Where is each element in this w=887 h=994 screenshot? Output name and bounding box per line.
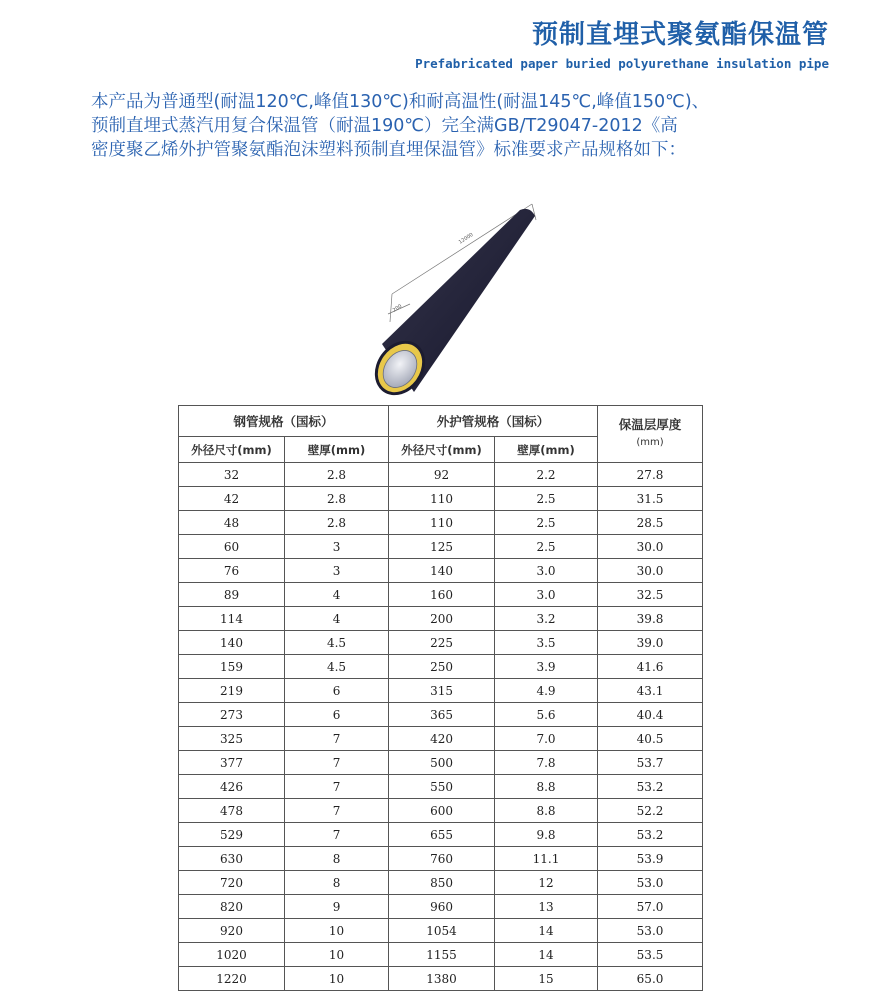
table-row	[179, 871, 703, 895]
cell-outer-wall: 15	[495, 967, 598, 991]
spec-table	[178, 405, 703, 991]
table-row	[179, 559, 703, 583]
cell-steel-wall: 2.8	[285, 487, 389, 511]
table-row	[179, 703, 703, 727]
intro-paragraph	[91, 90, 791, 162]
cell-steel-wall: 7	[285, 799, 389, 823]
cell-steel-od: 426	[179, 775, 285, 799]
cell-insulation: 39.0	[598, 631, 703, 655]
cell-outer-wall: 2.2	[495, 463, 598, 487]
table-row	[179, 511, 703, 535]
cell-steel-od: 720	[179, 871, 285, 895]
cell-outer-od: 365	[389, 703, 495, 727]
cell-steel-wall: 10	[285, 919, 389, 943]
cell-steel-od: 1020	[179, 943, 285, 967]
table-row	[179, 751, 703, 775]
cell-outer-od: 225	[389, 631, 495, 655]
table-row	[179, 655, 703, 679]
cell-steel-wall: 4.5	[285, 655, 389, 679]
cell-outer-od: 1054	[389, 919, 495, 943]
dimension-length-label: 12000	[457, 231, 475, 246]
cell-insulation: 30.0	[598, 535, 703, 559]
intro-line: 密度聚乙烯外护管聚氨酯泡沫塑料预制直埋保温管》标准要求产品规格如下：	[91, 140, 686, 160]
cell-steel-od: 273	[179, 703, 285, 727]
cell-steel-wall: 2.8	[285, 511, 389, 535]
cell-outer-wall: 13	[495, 895, 598, 919]
cell-steel-od: 377	[179, 751, 285, 775]
table-row	[179, 823, 703, 847]
cell-outer-wall: 3.5	[495, 631, 598, 655]
page-subtitle-english: Prefabricated paper buried polyurethane insulation pipe	[415, 56, 829, 71]
cell-steel-wall: 6	[285, 703, 389, 727]
pipe-illustration	[370, 196, 555, 408]
cell-steel-od: 478	[179, 799, 285, 823]
cell-outer-od: 200	[389, 607, 495, 631]
cell-steel-wall: 8	[285, 847, 389, 871]
cell-insulation: 53.2	[598, 775, 703, 799]
insulation-header-label: 保温层厚度	[618, 417, 682, 432]
cell-insulation: 40.4	[598, 703, 703, 727]
group-header-steel: 钢管规格（国标）	[179, 406, 389, 437]
cell-steel-od: 325	[179, 727, 285, 751]
cell-outer-od: 160	[389, 583, 495, 607]
cell-steel-wall: 9	[285, 895, 389, 919]
table-row	[179, 463, 703, 487]
cell-insulation: 53.9	[598, 847, 703, 871]
cell-insulation: 57.0	[598, 895, 703, 919]
cell-insulation: 39.8	[598, 607, 703, 631]
page-title: 预制直埋式聚氨酯保温管	[531, 20, 829, 50]
col-header-steel-wall: 壁厚(mm)	[285, 437, 389, 463]
cell-outer-wall: 3.0	[495, 583, 598, 607]
cell-outer-wall: 9.8	[495, 823, 598, 847]
cell-steel-od: 60	[179, 535, 285, 559]
table-row	[179, 943, 703, 967]
cell-outer-wall: 2.5	[495, 487, 598, 511]
cell-steel-wall: 7	[285, 775, 389, 799]
cell-insulation: 53.0	[598, 871, 703, 895]
cell-outer-wall: 7.0	[495, 727, 598, 751]
cell-steel-od: 76	[179, 559, 285, 583]
col-header-outer-od: 外径尺寸(mm)	[389, 437, 495, 463]
table-row	[179, 583, 703, 607]
cell-outer-wall: 3.0	[495, 559, 598, 583]
cell-steel-od: 114	[179, 607, 285, 631]
cell-steel-od: 529	[179, 823, 285, 847]
cell-steel-wall: 4.5	[285, 631, 389, 655]
cell-outer-od: 250	[389, 655, 495, 679]
table-row	[179, 607, 703, 631]
table-row	[179, 895, 703, 919]
cell-outer-od: 850	[389, 871, 495, 895]
cell-outer-wall: 14	[495, 943, 598, 967]
table-row	[179, 847, 703, 871]
cell-insulation: 32.5	[598, 583, 703, 607]
cell-insulation: 40.5	[598, 727, 703, 751]
cell-steel-od: 89	[179, 583, 285, 607]
cell-outer-od: 110	[389, 487, 495, 511]
cell-insulation: 65.0	[598, 967, 703, 991]
cell-steel-od: 159	[179, 655, 285, 679]
cell-insulation: 31.5	[598, 487, 703, 511]
cell-outer-od: 655	[389, 823, 495, 847]
cell-steel-wall: 4	[285, 607, 389, 631]
cell-steel-wall: 7	[285, 727, 389, 751]
cell-outer-od: 92	[389, 463, 495, 487]
cell-outer-wall: 12	[495, 871, 598, 895]
cell-outer-od: 420	[389, 727, 495, 751]
cell-insulation: 28.5	[598, 511, 703, 535]
cell-outer-od: 550	[389, 775, 495, 799]
cell-steel-od: 140	[179, 631, 285, 655]
cell-outer-wall: 2.5	[495, 511, 598, 535]
insulation-header	[598, 406, 703, 463]
cell-outer-wall: 7.8	[495, 751, 598, 775]
cell-insulation: 27.8	[598, 463, 703, 487]
cell-steel-wall: 6	[285, 679, 389, 703]
cell-steel-wall: 8	[285, 871, 389, 895]
cell-outer-od: 140	[389, 559, 495, 583]
intro-line: 预制直埋式蒸汽用复合保温管（耐温190℃）完全满GB/T29047-2012《高	[91, 116, 678, 136]
table-row	[179, 631, 703, 655]
cell-steel-wall: 10	[285, 943, 389, 967]
cell-insulation: 53.2	[598, 823, 703, 847]
cell-outer-wall: 3.2	[495, 607, 598, 631]
table-row	[179, 799, 703, 823]
cell-outer-wall: 8.8	[495, 799, 598, 823]
cell-outer-wall: 4.9	[495, 679, 598, 703]
table-row	[179, 967, 703, 991]
cell-outer-od: 960	[389, 895, 495, 919]
table-row	[179, 775, 703, 799]
cell-outer-wall: 5.6	[495, 703, 598, 727]
cell-steel-od: 48	[179, 511, 285, 535]
cell-insulation: 43.1	[598, 679, 703, 703]
group-header-outer: 外护管规格（国标）	[389, 406, 598, 437]
cell-insulation: 53.0	[598, 919, 703, 943]
table-row	[179, 679, 703, 703]
table-row	[179, 919, 703, 943]
table-row	[179, 487, 703, 511]
cell-insulation: 53.5	[598, 943, 703, 967]
cell-steel-wall: 7	[285, 823, 389, 847]
cell-steel-wall: 4	[285, 583, 389, 607]
cell-steel-wall: 3	[285, 535, 389, 559]
intro-line: 本产品为普通型(耐温120℃,峰值130℃)和耐高温性(耐温145℃,峰值150℃)、	[91, 92, 710, 112]
cell-outer-wall: 3.9	[495, 655, 598, 679]
cell-steel-od: 920	[179, 919, 285, 943]
col-header-steel-od: 外径尺寸(mm)	[179, 437, 285, 463]
cell-outer-od: 125	[389, 535, 495, 559]
cell-outer-od: 1155	[389, 943, 495, 967]
cell-outer-od: 110	[389, 511, 495, 535]
table-row	[179, 535, 703, 559]
cell-insulation: 53.7	[598, 751, 703, 775]
cell-insulation: 41.6	[598, 655, 703, 679]
dimension-offset-label: 200	[391, 303, 404, 314]
cell-outer-wall: 11.1	[495, 847, 598, 871]
cell-outer-wall: 8.8	[495, 775, 598, 799]
cell-steel-od: 630	[179, 847, 285, 871]
cell-outer-wall: 14	[495, 919, 598, 943]
cell-steel-wall: 3	[285, 559, 389, 583]
cell-steel-wall: 10	[285, 967, 389, 991]
cell-outer-od: 760	[389, 847, 495, 871]
table-row	[179, 727, 703, 751]
cell-outer-od: 1380	[389, 967, 495, 991]
cell-steel-od: 42	[179, 487, 285, 511]
cell-insulation: 52.2	[598, 799, 703, 823]
cell-outer-od: 315	[389, 679, 495, 703]
col-header-outer-wall: 壁厚(mm)	[495, 437, 598, 463]
insulation-header-unit: (mm)	[636, 437, 664, 448]
cell-steel-od: 219	[179, 679, 285, 703]
spec-table-body	[179, 463, 703, 991]
cell-outer-od: 600	[389, 799, 495, 823]
cell-steel-wall: 7	[285, 751, 389, 775]
cell-steel-od: 32	[179, 463, 285, 487]
cell-steel-od: 820	[179, 895, 285, 919]
cell-outer-od: 500	[389, 751, 495, 775]
cell-steel-od: 1220	[179, 967, 285, 991]
cell-insulation: 30.0	[598, 559, 703, 583]
cell-outer-wall: 2.5	[495, 535, 598, 559]
cell-steel-wall: 2.8	[285, 463, 389, 487]
